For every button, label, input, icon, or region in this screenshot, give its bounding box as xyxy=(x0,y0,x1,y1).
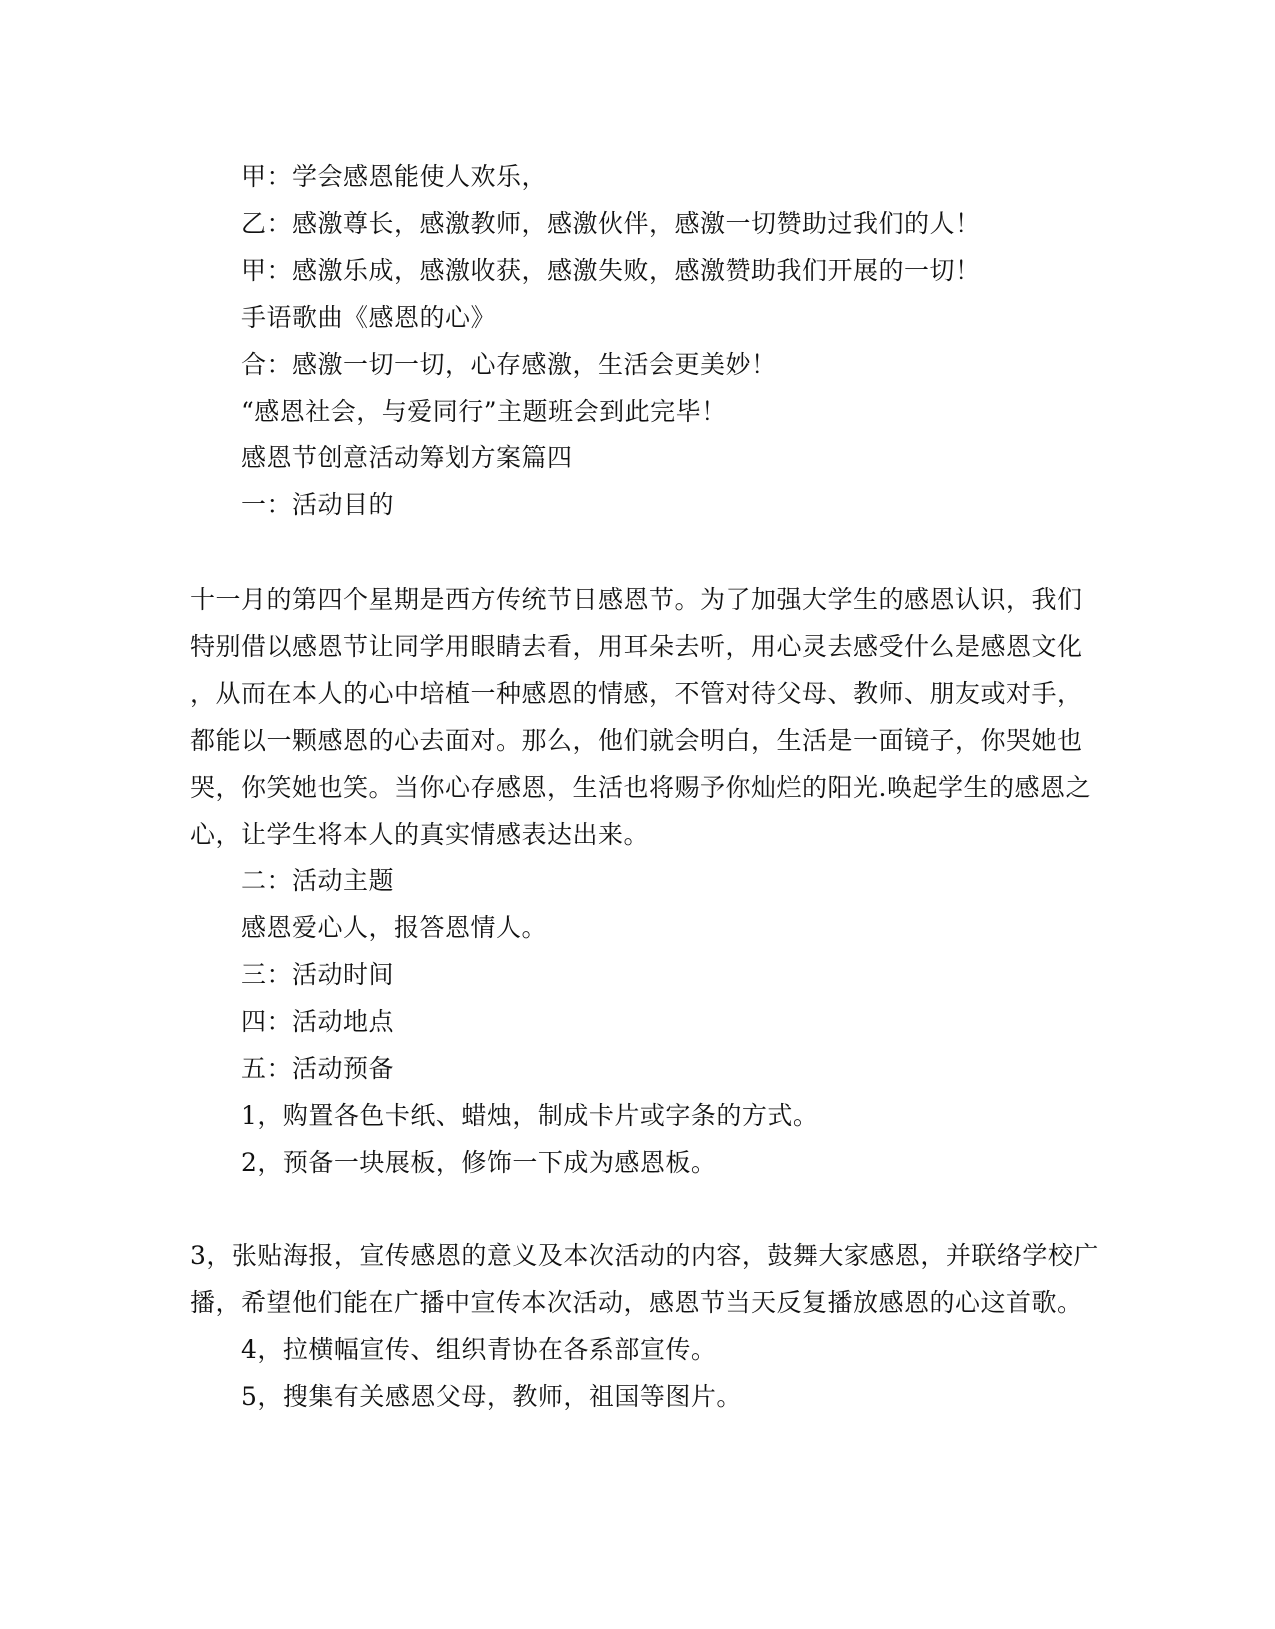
text-line: 乙：感激尊长，感激教师，感激伙伴，感激一切赞助过我们的人！ xyxy=(241,209,981,238)
list-item: 5，搜集有关感恩父母，教师，祖国等图片。 xyxy=(241,1382,742,1411)
text-line: 甲：学会感恩能使人欢乐， xyxy=(241,162,548,191)
paragraph-line: 哭，你笑她也笑。当你心存感恩，生活也将赐予你灿烂的阳光.唤起学生的感恩之 xyxy=(190,773,1091,802)
text-line: 甲：感激乐成，感激收获，感激失败，感激赞助我们开展的一切！ xyxy=(241,256,981,285)
section-heading: 一：活动目的 xyxy=(241,490,395,519)
paragraph-line: 十一月的第四个星期是西方传统节日感恩节。为了加强大学生的感恩认识，我们 xyxy=(190,585,1083,614)
list-item: 1，购置各色卡纸、蜡烛，制成卡片或字条的方式。 xyxy=(241,1101,819,1130)
list-item: 4，拉横幅宣传、组织青协在各系部宣传。 xyxy=(241,1335,717,1364)
text-line: 合：感激一切一切，心存感激，生活会更美妙！ xyxy=(241,350,777,379)
list-item: 2，预备一块展板，修饰一下成为感恩板。 xyxy=(241,1148,717,1177)
paragraph-line: 都能以一颗感恩的心去面对。那么，他们就会明白，生活是一面镜子，你哭她也 xyxy=(190,726,1083,755)
section-heading: 四：活动地点 xyxy=(241,1007,395,1036)
section-heading: 感恩节创意活动筹划方案篇四 xyxy=(241,443,573,472)
section-heading: 三：活动时间 xyxy=(241,960,395,989)
list-item: 3，张贴海报，宣传感恩的意义及本次活动的内容，鼓舞大家感恩，并联络学校广 xyxy=(190,1241,1099,1270)
paragraph-line: 特别借以感恩节让同学用眼睛去看，用耳朵去听，用心灵去感受什么是感恩文化 xyxy=(190,632,1083,661)
section-heading: 五：活动预备 xyxy=(241,1054,395,1083)
section-heading: 二：活动主题 xyxy=(241,866,395,895)
list-item-continuation: 播，希望他们能在广播中宣传本次活动，感恩节当天反复播放感恩的心这首歌。 xyxy=(190,1288,1083,1317)
text-line: 手语歌曲《感恩的心》 xyxy=(241,303,497,332)
paragraph-line: ，从而在本人的心中培植一种感恩的情感，不管对待父母、教师、朋友或对手， xyxy=(190,679,1083,708)
paragraph-line: 心，让学生将本人的真实情感表达出来。 xyxy=(190,820,650,849)
text-line: “感恩社会，与爱同行”主题班会到此完毕！ xyxy=(241,397,727,426)
text-line: 感恩爱心人，报答恩情人。 xyxy=(241,913,548,942)
